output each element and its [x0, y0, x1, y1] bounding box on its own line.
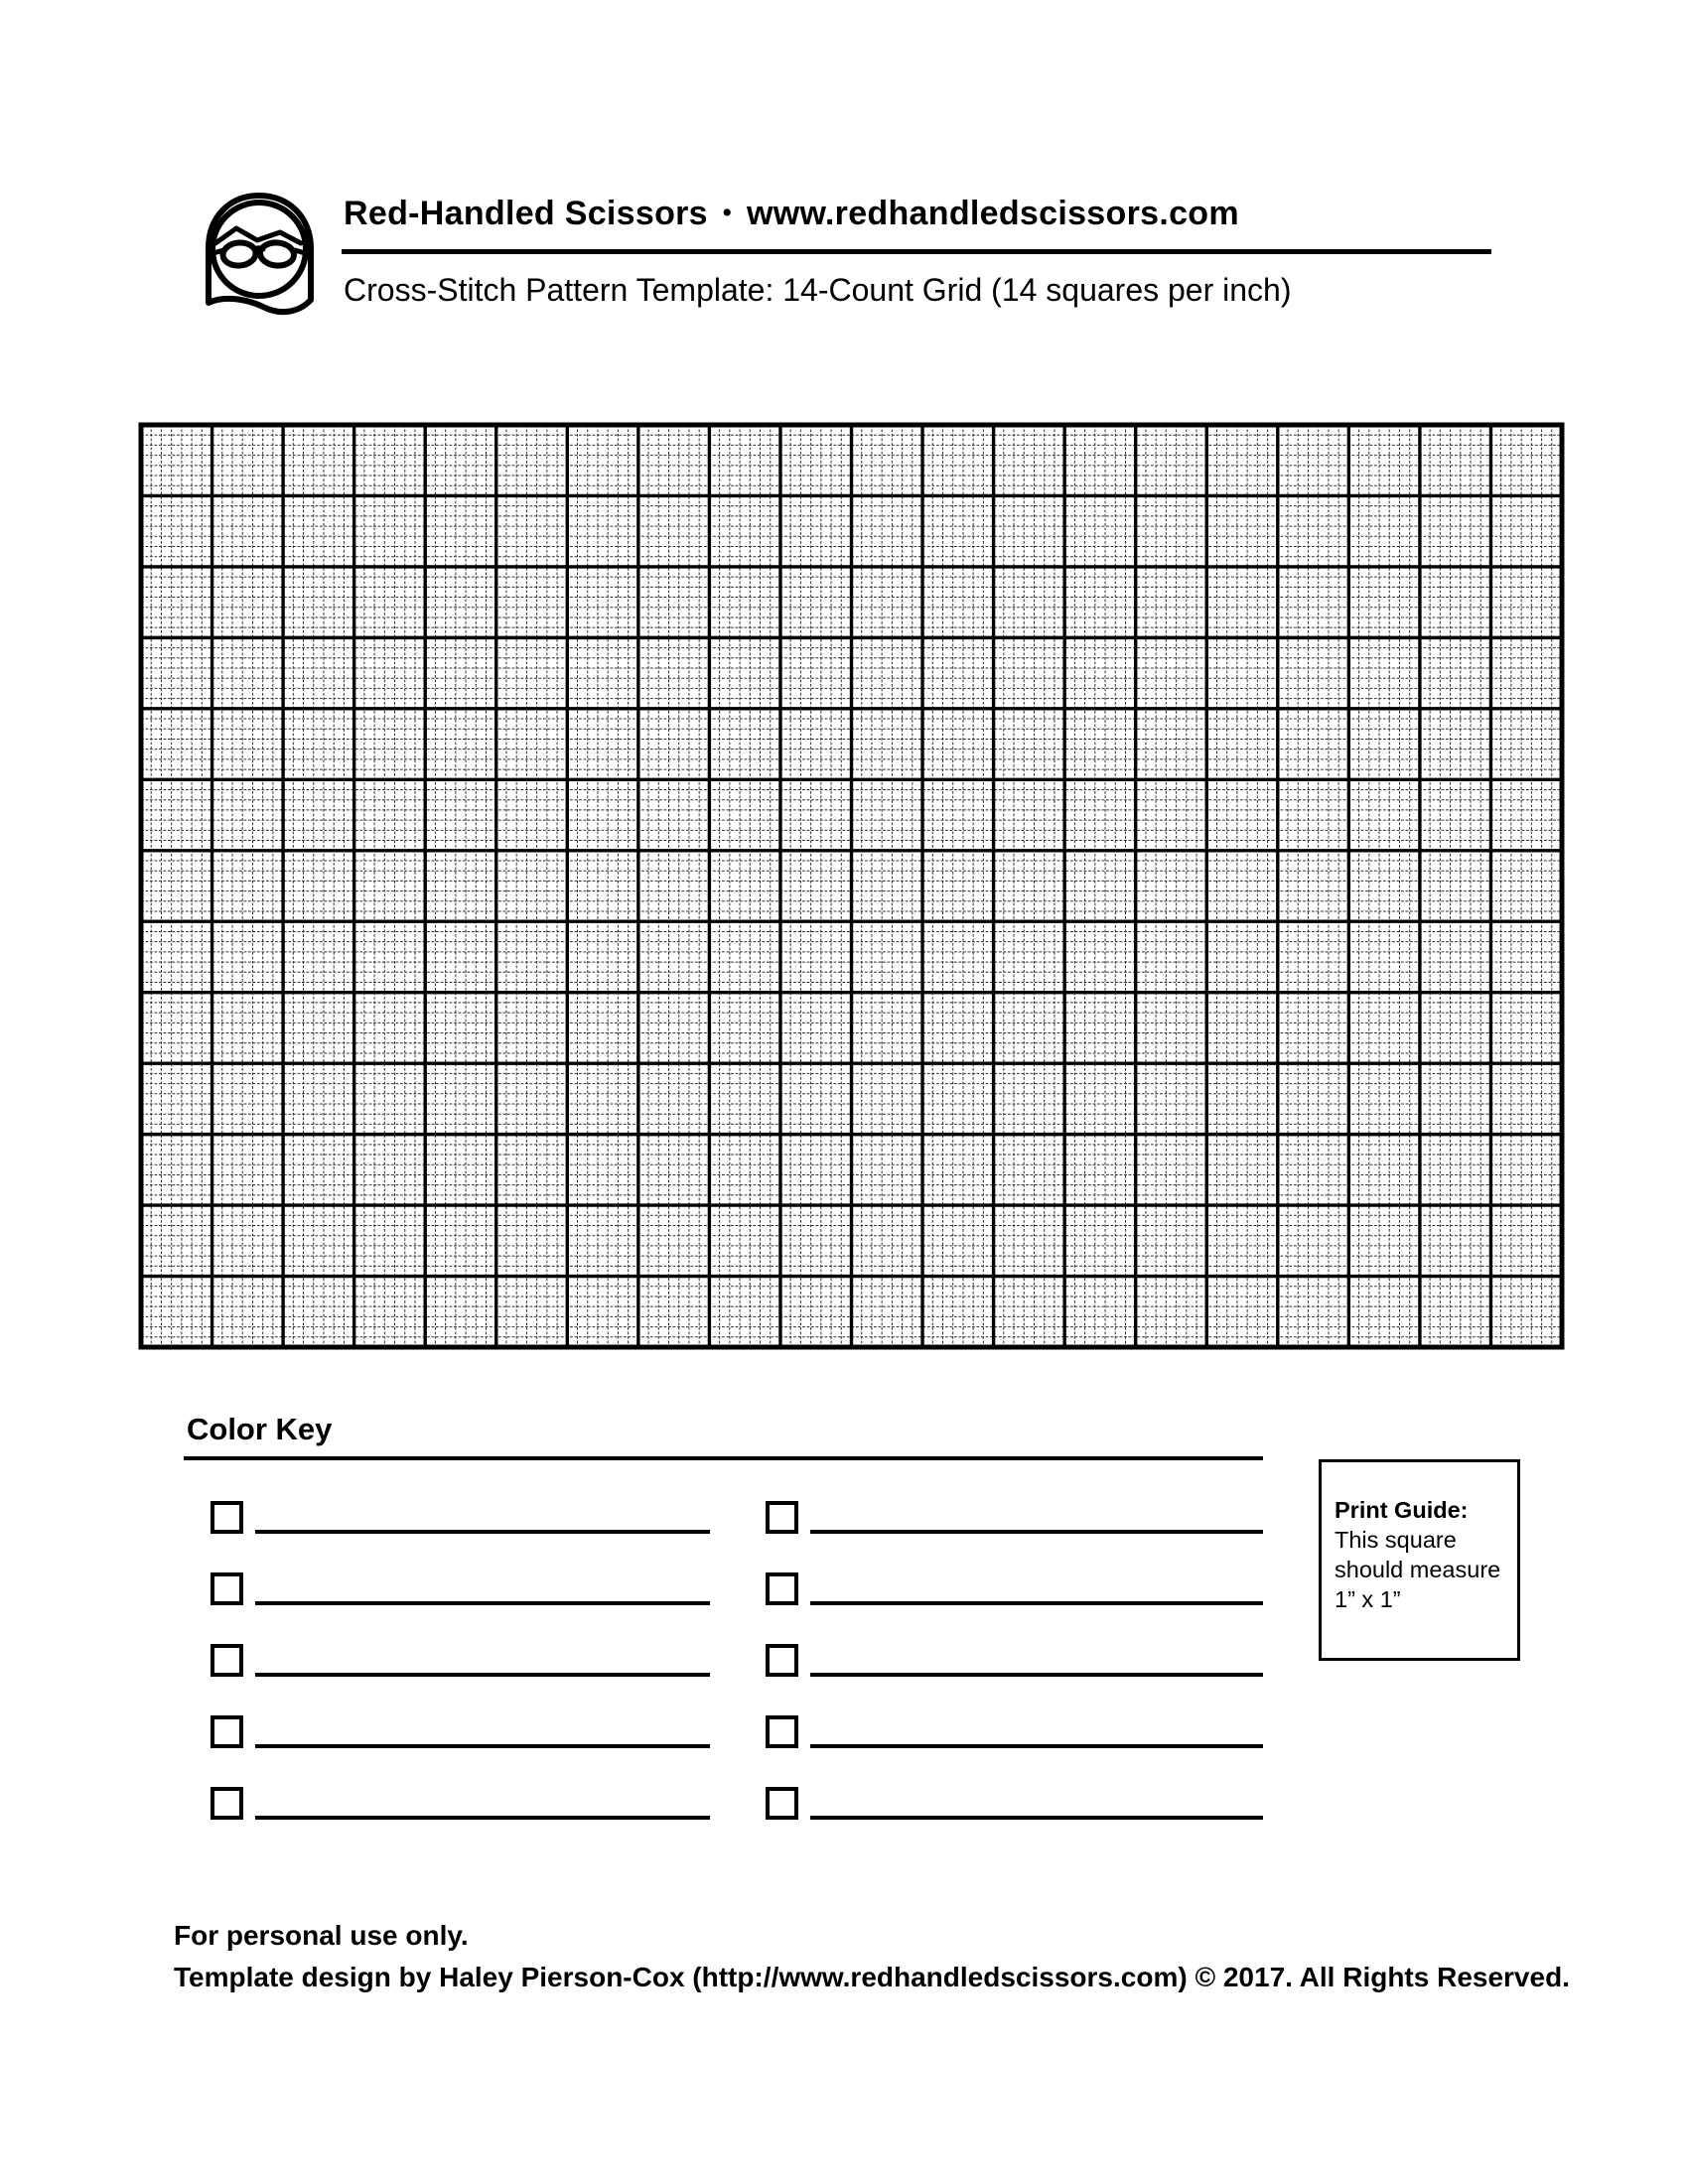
template-subtitle: Cross-Stitch Pattern Template: 14-Count Grid (14 squares per inch)	[344, 272, 1292, 308]
face-with-glasses-logo	[203, 191, 317, 322]
color-key-blank-line	[255, 1601, 710, 1605]
color-key-entry	[211, 1787, 710, 1820]
color-key-blank-line	[255, 1744, 710, 1748]
color-key-checkbox	[766, 1644, 798, 1677]
bullet-separator: •	[722, 199, 732, 226]
stitch-grid-container	[137, 421, 1566, 1351]
color-key-checkbox	[211, 1644, 243, 1677]
grid-bold-lines	[141, 425, 1562, 1347]
footer-copyright-note: Template design by Haley Pierson-Cox (http://www.redhandledscissors.com) © 2017. All Rights Reserved.	[174, 1962, 1570, 1992]
color-key-checkbox	[766, 1787, 798, 1820]
stitch-grid	[137, 421, 1566, 1351]
color-key-blank-line	[255, 1673, 710, 1677]
color-key-blank-line	[810, 1816, 1263, 1820]
logo-glasses-bridge	[254, 248, 263, 249]
logo-hairline	[215, 228, 301, 243]
color-key-entry	[211, 1715, 710, 1748]
footer-personal-use-note: For personal use only.	[174, 1920, 469, 1951]
color-key-blank-line	[255, 1530, 710, 1534]
color-key-entry	[766, 1501, 1263, 1534]
color-key-blank-line	[810, 1673, 1263, 1677]
print-guide-line: should measure	[1335, 1557, 1501, 1582]
print-guide-box	[1319, 1459, 1520, 1661]
color-key-entry	[211, 1572, 710, 1605]
color-key-entry	[211, 1501, 710, 1534]
color-key-checkbox	[211, 1787, 243, 1820]
color-key-column-2	[766, 1501, 1263, 1858]
logo-glasses-right-lens	[259, 241, 295, 267]
website-text: www.redhandledscissors.com	[746, 195, 1239, 232]
color-key-blank-line	[255, 1816, 710, 1820]
color-key-entry	[766, 1644, 1263, 1677]
logo-glasses-left-lens	[222, 241, 257, 267]
color-key-column-1	[211, 1501, 710, 1858]
color-key-entry	[766, 1715, 1263, 1748]
footer	[174, 1915, 1570, 1998]
color-key-entry	[766, 1572, 1263, 1605]
print-guide-title: Print Guide:	[1335, 1497, 1469, 1523]
color-key-checkbox	[766, 1572, 798, 1605]
color-key-checkbox	[211, 1501, 243, 1534]
color-key-blank-line	[810, 1530, 1263, 1534]
print-guide-line: This square	[1335, 1527, 1457, 1553]
color-key-checkbox	[766, 1715, 798, 1748]
color-key-checkbox	[211, 1715, 243, 1748]
print-guide-line: 1” x 1”	[1335, 1586, 1401, 1612]
color-key-divider	[184, 1456, 1263, 1460]
color-key-heading: Color Key	[187, 1412, 333, 1446]
color-key-checkbox	[766, 1501, 798, 1534]
color-key-checkbox	[211, 1572, 243, 1605]
color-key-blank-line	[810, 1601, 1263, 1605]
color-key-entry	[766, 1787, 1263, 1820]
header-divider	[342, 249, 1491, 254]
color-key-entry	[211, 1644, 710, 1677]
color-key-blank-line	[810, 1744, 1263, 1748]
brand-name: Red-Handled Scissors	[344, 195, 708, 232]
header-title	[344, 195, 1239, 233]
